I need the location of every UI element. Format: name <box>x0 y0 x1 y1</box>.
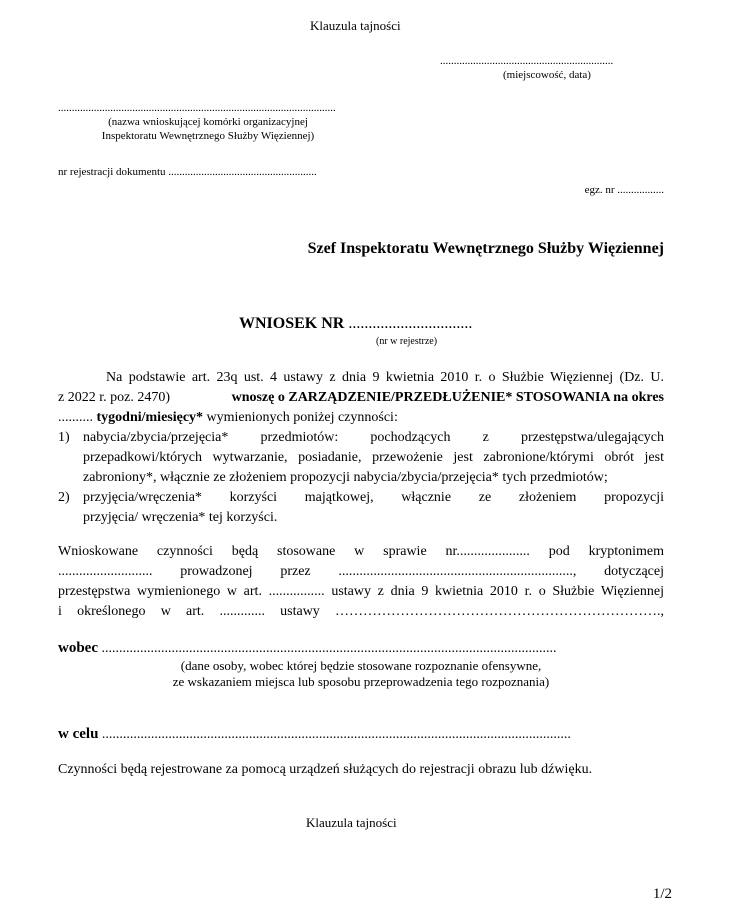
intro-period-unit: tygodni/miesięcy* <box>96 410 204 425</box>
intro-line-3 <box>58 408 664 428</box>
place-date-caption: (miejscowość, data) <box>503 69 591 81</box>
case-line-1: Wnioskowane czynności będą stosowane w sprawie nr..................... pod kryptonimem <box>58 544 664 559</box>
addressee: Szef Inspektoratu Wewnętrznego Służby Więziennej <box>307 240 664 257</box>
case-line-3: przestępstwa wymienionego w art. ................ ustawy z dnia 9 kwietnia 2010 r. o Służbie Więziennej <box>58 584 664 599</box>
purpose-dots: ...................................................................................................................................... <box>101 727 571 742</box>
purpose-label: w celu <box>58 726 99 742</box>
title-number-dots: ............................... <box>348 315 473 332</box>
list-number: 1) <box>58 430 70 445</box>
case-line-2: ........................... prowadzonej przez ..................................................................., dotyczącej <box>58 564 664 579</box>
list-item-2-line-2: przyjęcia/ wręczenia* tej korzyści. <box>83 510 278 525</box>
list-item-2-line-1: przyjęcia/wręczenia* korzyści majątkowej, włącznie ze złożeniem propozycji <box>83 490 664 505</box>
wobec-label: wobec <box>58 640 98 656</box>
list-number: 2) <box>58 490 70 505</box>
intro-legal-basis: z 2022 r. poz. 2470) <box>58 390 170 405</box>
intro-line-1: Na podstawie art. 23q ust. 4 ustawy z dnia 9 kwietnia 2010 r. o Służbie Więziennej (Dz. U. <box>106 370 664 385</box>
registration-number: nr rejestracji dokumentu ...................................................... <box>58 166 317 178</box>
title-label: WNIOSEK NR <box>239 315 345 332</box>
list-item-1-line-2: przepadkowi/których wytwarzanie, posiadanie, przewożenie jest zabronione/którymi obrót jest <box>83 450 664 465</box>
unit-caption-line2: Inspektoratu Wewnętrznego Służby Więziennej) <box>101 130 315 142</box>
list-item-1-line-3: zabroniony*, włącznie ze złożeniem propozycji nabycia/zbycia/przejęcia* tych przedmiotów; <box>83 470 608 485</box>
footer-classification: Klauzula tajności <box>306 815 397 830</box>
copy-number: egz. nr ................. <box>584 184 664 196</box>
list-item <box>58 488 664 528</box>
place-date-dots: ............................................................... <box>440 55 614 67</box>
wobec-caption-line2: ze wskazaniem miejsca lub sposobu przeprowadzenia tego rozpoznania) <box>172 674 550 689</box>
wobec-line <box>58 640 557 657</box>
intro-line-2 <box>58 388 664 408</box>
intro-paragraph <box>58 368 664 428</box>
header-classification: Klauzula tajności <box>310 18 401 33</box>
title-caption: (nr w rejestrze) <box>376 336 438 347</box>
intro-period-dots: .......... <box>58 410 93 425</box>
unit-caption-line1: (nazwa wnioskującej komórki organizacyjnej <box>108 116 308 128</box>
wobec-caption-line1: (dane osoby, wobec której będzie stosowane rozpoznanie ofensywne, <box>180 658 542 673</box>
purpose-line <box>58 726 571 743</box>
intro-request: wnoszę o ZARZĄDZENIE/PRZEDŁUŻENIE* STOSOWANIA na okres <box>231 390 664 405</box>
list-item-1-line-1: nabycia/zbycia/przejęcia* przedmiotów: pochodzących z przestępstwa/ulegających <box>83 430 664 445</box>
recording-note: Czynności będą rejestrowane za pomocą urządzeń służących do rejestracji obrazu lub dźwięku. <box>58 762 593 777</box>
unit-name-dots: ..................................................................................................... <box>58 102 336 114</box>
page-number: 1/2 <box>652 886 672 902</box>
intro-period-rest: wymienionych poniżej czynności: <box>206 410 398 425</box>
wobec-dots: .................................................................................................................................. <box>101 641 557 656</box>
case-line-4: i określonego w art. ............. ustawy ……………………………………………………………., <box>58 604 664 619</box>
case-paragraph <box>58 542 664 622</box>
document-title <box>239 315 472 333</box>
list-item <box>58 428 664 488</box>
